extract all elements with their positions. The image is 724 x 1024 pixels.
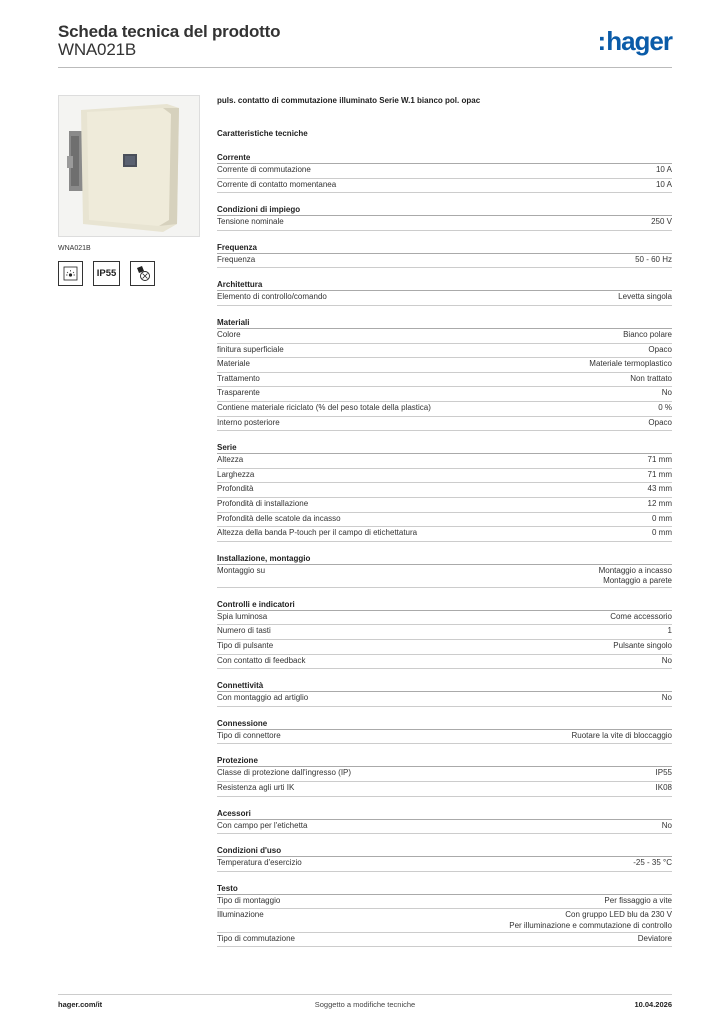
spec-value: Opaco <box>648 417 672 427</box>
spec-label: Interno posteriore <box>217 417 280 427</box>
spec-value: IK08 <box>655 783 672 793</box>
spec-row <box>217 767 672 782</box>
spec-label: Tipo di montaggio <box>217 895 281 905</box>
spec-section <box>217 443 672 542</box>
product-description: puls. contatto di commutazione illuminato Serie W.1 bianco pol. opac <box>217 96 481 105</box>
spec-value: Per fissaggio a vite <box>604 895 672 905</box>
spec-label: Resistenza agli urti IK <box>217 783 295 793</box>
product-code: WNA021B <box>58 40 136 59</box>
section-title: Frequenza <box>217 243 672 254</box>
spec-label: finitura superficiale <box>217 344 284 354</box>
spec-row <box>217 513 672 528</box>
spec-value: Non trattato <box>630 373 672 383</box>
spec-label: Temperatura d'esercizio <box>217 858 302 868</box>
spec-row <box>217 625 672 640</box>
section-title: Condizioni di impiego <box>217 205 672 216</box>
spec-sections <box>217 153 672 947</box>
image-caption: WNA021B <box>58 245 91 252</box>
section-title: Acessori <box>217 809 672 820</box>
spec-value: Ruotare la vite di bloccaggio <box>571 730 672 740</box>
spec-row <box>217 344 672 359</box>
page-title: Scheda tecnica del prodotto <box>58 22 281 41</box>
footer-date: 10.04.2026 <box>634 1000 672 1009</box>
spec-row <box>217 254 672 269</box>
product-sidebar <box>58 95 200 286</box>
spec-value: Con gruppo LED blu da 230 V Per illuminazione e commutazione di controllo <box>509 910 672 930</box>
spec-value: Pulsante singolo <box>613 641 672 651</box>
spec-label: Profondità delle scatole da incasso <box>217 513 341 523</box>
page-header <box>58 20 672 68</box>
spec-section <box>217 205 672 231</box>
spec-section <box>217 600 672 669</box>
spec-label: Contiene materiale riciclato (% del peso totale della plastica) <box>217 402 431 412</box>
section-title: Installazione, montaggio <box>217 554 672 565</box>
spec-row <box>217 857 672 872</box>
spec-value: Montaggio a incasso Montaggio a parete <box>598 565 672 586</box>
spec-value: No <box>661 655 672 665</box>
section-title: Serie <box>217 443 672 454</box>
spec-row <box>217 692 672 707</box>
spec-value: Opaco <box>648 344 672 354</box>
spec-row <box>217 469 672 484</box>
spec-label: Con contatto di feedback <box>217 655 306 665</box>
spec-row <box>217 640 672 655</box>
spec-label: Trasparente <box>217 388 260 398</box>
spec-row <box>217 417 672 432</box>
spec-section <box>217 280 672 306</box>
spec-label: Elemento di controllo/comando <box>217 292 327 302</box>
product-image <box>58 95 200 237</box>
spec-label: Tipo di commutazione <box>217 933 295 943</box>
spec-value: 0 % <box>658 402 672 412</box>
spec-row <box>217 373 672 388</box>
spec-value: 71 mm <box>647 469 672 479</box>
spec-row <box>217 895 672 910</box>
spec-value: 250 V <box>651 217 672 227</box>
spec-label: Spia luminosa <box>217 611 268 621</box>
page-footer <box>58 994 672 1012</box>
spec-value: 10 A <box>655 179 672 189</box>
spec-section <box>217 243 672 269</box>
spec-section <box>217 153 672 193</box>
spec-panel <box>217 96 672 947</box>
spec-row <box>217 216 672 231</box>
spec-row <box>217 179 672 194</box>
spec-value: No <box>661 388 672 398</box>
spec-row <box>217 387 672 402</box>
section-title: Corrente <box>217 153 672 164</box>
ip55-icon: IP55 <box>93 261 120 286</box>
spec-label: Profondità <box>217 484 254 494</box>
spec-label: Con campo per l'etichetta <box>217 820 308 830</box>
spec-row <box>217 611 672 626</box>
spec-value: 1 <box>667 626 672 636</box>
spec-row <box>217 565 672 588</box>
spec-section <box>217 554 672 588</box>
spec-label: Corrente di contatto momentanea <box>217 179 337 189</box>
section-title: Architettura <box>217 280 672 291</box>
spec-label: Tipo di pulsante <box>217 641 274 651</box>
feature-icons <box>58 261 200 286</box>
spec-row <box>217 402 672 417</box>
spec-label: Frequenza <box>217 254 256 264</box>
spec-row <box>217 483 672 498</box>
spec-row <box>217 498 672 513</box>
spec-value: 0 mm <box>652 528 672 538</box>
spec-section <box>217 846 672 872</box>
spec-row <box>217 164 672 179</box>
spec-section <box>217 719 672 745</box>
led-indicator-icon <box>58 261 83 286</box>
section-title: Controlli e indicatori <box>217 600 672 611</box>
spec-row <box>217 358 672 373</box>
spec-label: Materiale <box>217 359 250 369</box>
spec-row <box>217 909 672 932</box>
spec-value: Levetta singola <box>618 292 672 302</box>
spec-section <box>217 681 672 707</box>
spec-section <box>217 884 672 947</box>
tech-characteristics-title: Caratteristiche tecniche <box>217 129 308 138</box>
spec-row <box>217 527 672 542</box>
section-title: Protezione <box>217 756 672 767</box>
spec-label: Illuminazione <box>217 910 264 920</box>
spec-row <box>217 820 672 835</box>
spec-row <box>217 291 672 306</box>
spec-label: Profondità di installazione <box>217 498 309 508</box>
spec-value: 10 A <box>655 165 672 174</box>
spec-value: 0 mm <box>652 513 672 523</box>
spec-label: Colore <box>217 329 241 339</box>
spec-section <box>217 809 672 835</box>
spec-label: Numero di tasti <box>217 626 271 636</box>
section-title: Condizioni d'uso <box>217 846 672 857</box>
spec-label: Trattamento <box>217 373 260 383</box>
spec-value: IP55 <box>655 768 672 778</box>
spec-label: Altezza <box>217 455 244 465</box>
spec-row <box>217 933 672 948</box>
switch-illustration <box>59 96 200 237</box>
spec-label: Altezza della banda P-touch per il campo di etichettatura <box>217 528 418 538</box>
spec-label: Larghezza <box>217 469 255 479</box>
spec-label: Classe di protezione dall'ingresso (IP) <box>217 768 352 778</box>
spec-section <box>217 318 672 431</box>
section-title: Materiali <box>217 318 672 329</box>
spec-value: 43 mm <box>647 484 672 494</box>
spec-value: 50 - 60 Hz <box>635 254 672 264</box>
footer-note: Soggetto a modifiche tecniche <box>314 1000 416 1009</box>
spec-label: Con montaggio ad artiglio <box>217 693 309 703</box>
spec-section <box>217 756 672 796</box>
spec-value: -25 - 35 °C <box>633 858 672 868</box>
logo-text: hager <box>606 26 672 56</box>
spec-row <box>217 782 672 797</box>
spec-value: Deviatore <box>637 933 672 943</box>
spec-row <box>217 655 672 670</box>
spec-label: Montaggio su <box>217 565 266 575</box>
spec-value: Materiale termoplastico <box>589 359 672 369</box>
footer-site-link[interactable]: hager.com/it <box>58 1000 103 1009</box>
spec-value: No <box>661 820 672 830</box>
section-title: Connettività <box>217 681 672 692</box>
spec-row <box>217 329 672 344</box>
hager-logo: :hager <box>597 26 672 56</box>
spec-value: 71 mm <box>647 455 672 465</box>
spec-label: Corrente di commutazione <box>217 165 311 174</box>
spec-label: Tipo di connettore <box>217 730 281 740</box>
spec-row <box>217 730 672 745</box>
no-halogen-icon <box>130 261 155 286</box>
section-title: Connessione <box>217 719 672 730</box>
section-title: Testo <box>217 884 672 895</box>
spec-value: Bianco polare <box>623 329 672 339</box>
spec-value: No <box>661 693 672 703</box>
spec-value: 12 mm <box>647 498 672 508</box>
spec-value: Come accessorio <box>610 611 672 621</box>
spec-label: Tensione nominale <box>217 217 284 227</box>
spec-row <box>217 454 672 469</box>
